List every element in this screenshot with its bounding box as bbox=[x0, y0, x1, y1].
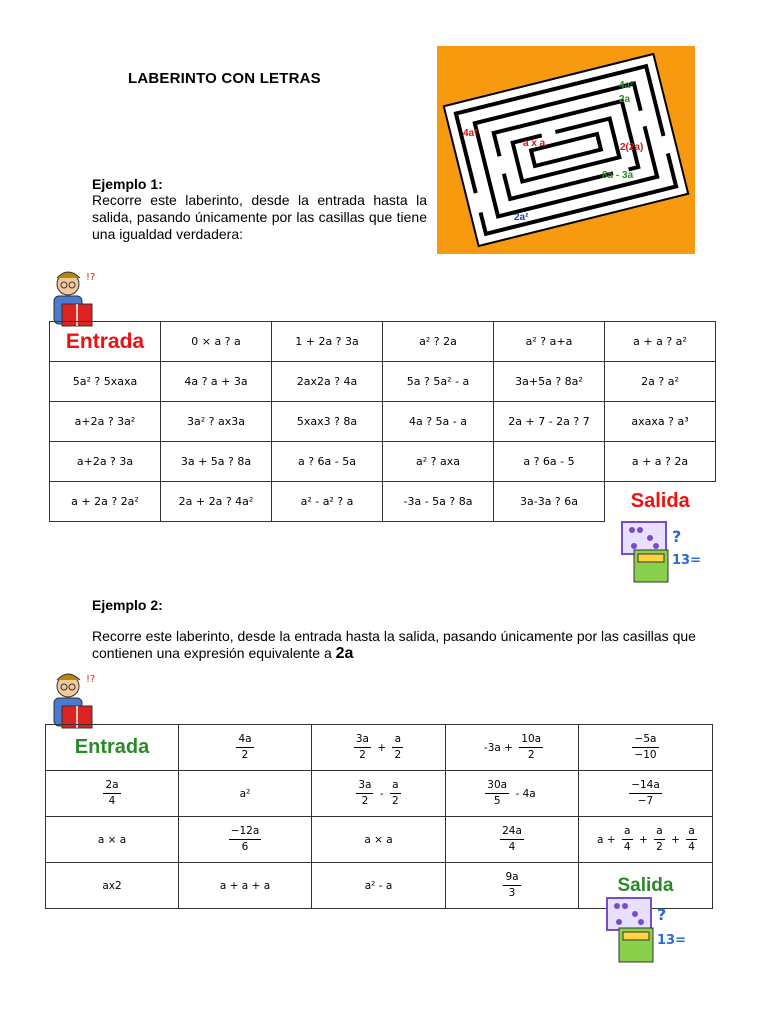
table-cell[interactable]: $\frac{9a}{3}$ bbox=[446, 863, 579, 909]
maze-table-2 bbox=[45, 724, 713, 909]
table-cell[interactable]: 3a-3a ? 6a bbox=[494, 482, 605, 522]
table-cell[interactable]: $\frac{3a}{2}$ - $\frac{a}{2}$ bbox=[312, 771, 446, 817]
svg-text:13=: 13= bbox=[672, 553, 701, 568]
maze-image bbox=[437, 46, 695, 254]
table-row bbox=[50, 442, 716, 482]
table-cell[interactable]: a² ? a+a bbox=[494, 322, 605, 362]
example2-instructions-text: Recorre este laberinto, desde la entrada hasta la salida, pasando únicamente por las casillas que contienen una expresión equivalente a bbox=[92, 628, 696, 661]
table-cell[interactable]: 2a ? a² bbox=[605, 362, 716, 402]
table-cell[interactable]: 1 + 2a ? 3a bbox=[272, 322, 383, 362]
table-cell[interactable]: ax2 bbox=[46, 863, 179, 909]
maze-label-6: 8a - 3a bbox=[602, 170, 634, 181]
table-cell[interactable]: a × a bbox=[312, 817, 446, 863]
entrada-cell[interactable] bbox=[46, 725, 179, 771]
table-cell[interactable]: a + a + a bbox=[179, 863, 312, 909]
maze-table-1 bbox=[49, 321, 716, 522]
svg-text:!?: !? bbox=[86, 272, 96, 283]
table-row bbox=[50, 322, 716, 362]
table-cell[interactable]: $\frac{30a}{5}$ - 4a bbox=[446, 771, 579, 817]
table-row bbox=[50, 402, 716, 442]
table-cell[interactable]: $\frac{2a}{4}$ bbox=[46, 771, 179, 817]
abacus-calculator-clipart-1 bbox=[620, 520, 702, 586]
table-cell[interactable]: 3a² ? ax3a bbox=[161, 402, 272, 442]
target-expression: 2a bbox=[335, 645, 354, 662]
table-cell[interactable]: a² - a² ? a bbox=[272, 482, 383, 522]
example1-heading: Ejemplo 1: bbox=[92, 176, 163, 192]
table-cell[interactable]: 4a ? a + 3a bbox=[161, 362, 272, 402]
maze-label-4: a x a bbox=[523, 138, 546, 149]
table-cell[interactable]: a² bbox=[179, 771, 312, 817]
table-cell[interactable]: 3a + 5a ? 8a bbox=[161, 442, 272, 482]
example2-instructions bbox=[92, 628, 722, 662]
table-cell[interactable]: a + a ? 2a bbox=[605, 442, 716, 482]
table-cell[interactable]: $\frac{4a}{2}$ bbox=[179, 725, 312, 771]
maze-label-7: 2a² bbox=[514, 212, 529, 223]
table-row bbox=[46, 725, 713, 771]
salida-cell[interactable] bbox=[605, 482, 716, 522]
entrada-label: Entrada bbox=[74, 736, 150, 758]
table-cell[interactable]: axaxa ? a³ bbox=[605, 402, 716, 442]
svg-text:?: ? bbox=[672, 527, 682, 546]
salida-label: Salida bbox=[617, 874, 674, 896]
table-cell[interactable]: $\frac{24a}{4}$ bbox=[446, 817, 579, 863]
table-cell[interactable]: a ? 6a - 5a bbox=[272, 442, 383, 482]
svg-text:?: ? bbox=[657, 905, 667, 924]
table-cell[interactable]: 2a + 7 - 2a ? 7 bbox=[494, 402, 605, 442]
table-cell[interactable]: $\frac{3a}{2}$ + $\frac{a}{2}$ bbox=[312, 725, 446, 771]
table-cell[interactable]: $\frac{-5a}{-10}$ bbox=[579, 725, 713, 771]
table-cell[interactable]: a + a ? a² bbox=[605, 322, 716, 362]
example2-heading: Ejemplo 2: bbox=[92, 597, 163, 613]
example1-instructions: Recorre este laberinto, desde la entrada hasta la salida, pasando únicamente por las casillas que tiene una igualdad verdadera: bbox=[92, 192, 427, 242]
svg-text:13=: 13= bbox=[657, 933, 686, 948]
abacus-calculator-clipart-2 bbox=[605, 896, 687, 968]
entrada-cell[interactable] bbox=[50, 322, 161, 362]
table-row bbox=[46, 771, 713, 817]
table-row bbox=[50, 482, 716, 522]
maze-drawing bbox=[437, 46, 695, 254]
maze-label-1: 4a² bbox=[619, 80, 634, 91]
maze-label-3: 4a² bbox=[463, 128, 478, 139]
table-cell[interactable]: 5a ? 5a² - a bbox=[383, 362, 494, 402]
table-cell[interactable]: a² - a bbox=[312, 863, 446, 909]
table-cell[interactable]: -3a + $\frac{10a}{2}$ bbox=[446, 725, 579, 771]
table-cell[interactable]: a + $\frac{a}{4}$ + $\frac{a}{2}$ + $\frac{a}{4}$ bbox=[579, 817, 713, 863]
table-cell[interactable]: 0 × a ? a bbox=[161, 322, 272, 362]
salida-label: Salida bbox=[630, 490, 690, 513]
table-cell[interactable]: a ? 6a - 5 bbox=[494, 442, 605, 482]
maze-label-2: 2a bbox=[619, 94, 631, 105]
table-cell[interactable]: 5a² ? 5xaxa bbox=[50, 362, 161, 402]
table-cell[interactable]: 4a ? 5a - a bbox=[383, 402, 494, 442]
table-cell[interactable]: a+2a ? 3a² bbox=[50, 402, 161, 442]
entrada-label: Entrada bbox=[65, 329, 145, 353]
table-cell[interactable]: 2a + 2a ? 4a² bbox=[161, 482, 272, 522]
page-title: LABERINTO CON LETRAS bbox=[128, 70, 321, 87]
maze-label-5: 2(2a) bbox=[620, 142, 644, 153]
table-cell[interactable]: $\frac{-14a}{-7}$ bbox=[579, 771, 713, 817]
table-row bbox=[50, 362, 716, 402]
table-cell[interactable]: 3a+5a ? 8a² bbox=[494, 362, 605, 402]
table-cell[interactable]: a² ? 2a bbox=[383, 322, 494, 362]
table-cell[interactable]: a+2a ? 3a bbox=[50, 442, 161, 482]
table-cell[interactable]: a × a bbox=[46, 817, 179, 863]
table-cell[interactable]: a + 2a ? 2a² bbox=[50, 482, 161, 522]
table-row bbox=[46, 817, 713, 863]
table-cell[interactable]: -3a - 5a ? 8a bbox=[383, 482, 494, 522]
table-cell[interactable]: a² ? axa bbox=[383, 442, 494, 482]
svg-text:!?: !? bbox=[86, 674, 96, 685]
table-cell[interactable]: 5xax3 ? 8a bbox=[272, 402, 383, 442]
table-cell[interactable]: $\frac{-12a}{6}$ bbox=[179, 817, 312, 863]
table-cell[interactable]: 2ax2a ? 4a bbox=[272, 362, 383, 402]
